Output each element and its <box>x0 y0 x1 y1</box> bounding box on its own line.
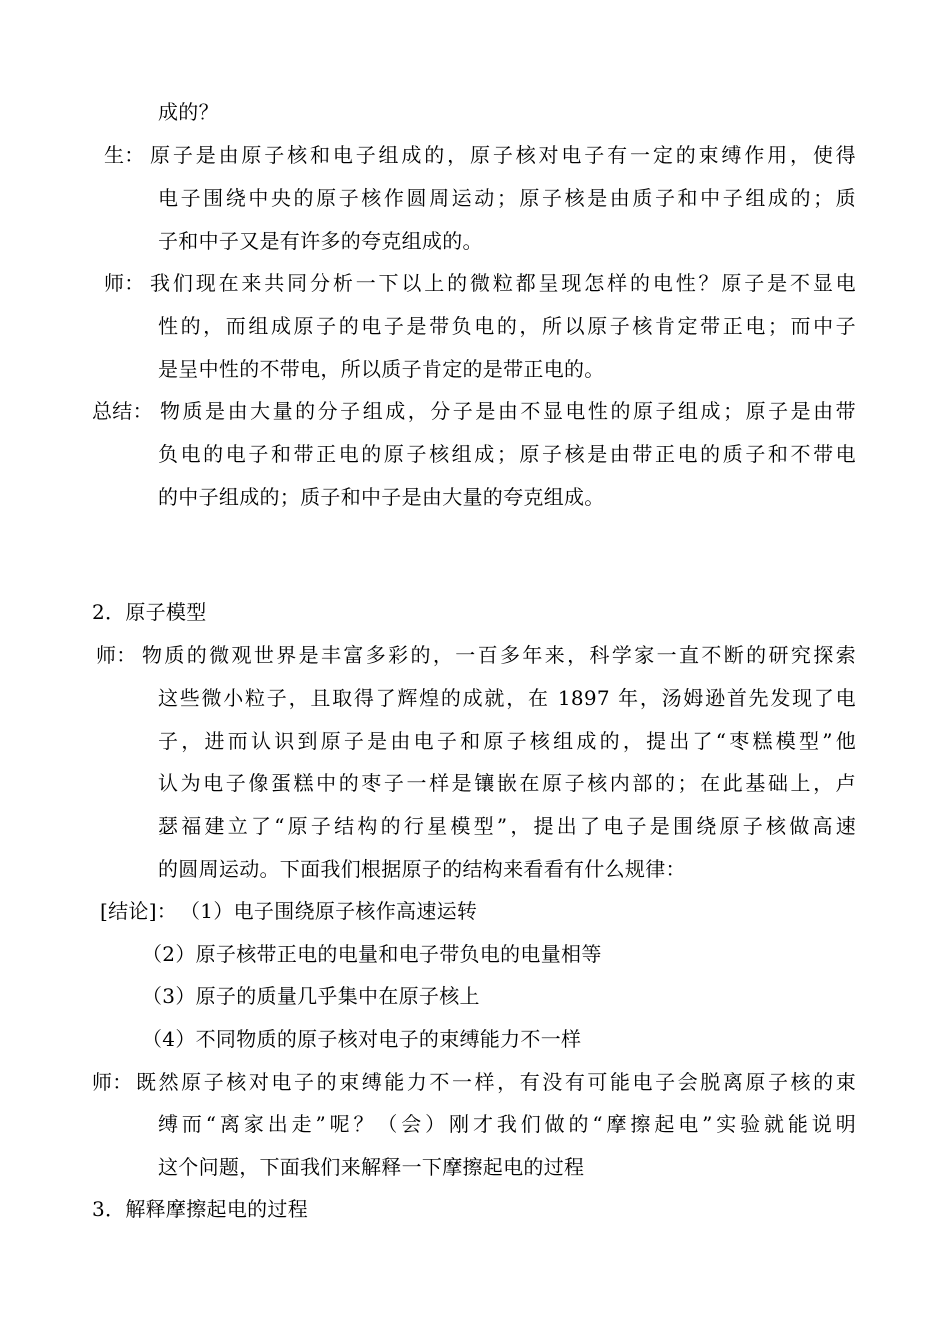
text-line: 电子围绕中央的原子核作圆周运动；原子核是由质子和中子组成的；质 <box>158 186 856 210</box>
text-line: 缚而“离家出走”呢？（会）刚才我们做的“摩擦起电”实验就能说明 <box>158 1112 856 1136</box>
text-line: 负电的电子和带正电的原子核组成；原子核是由带正电的质子和不带电 <box>158 442 856 466</box>
text-line: 瑟福建立了“原子结构的行星模型”，提出了电子是围绕原子核做高速 <box>158 814 856 838</box>
conclusion-item: （4）不同物质的原子核对电子的束缚能力不一样 <box>142 1027 582 1051</box>
conclusion-item: （3）原子的质量几乎集中在原子核上 <box>142 984 480 1008</box>
text-line: 原子是由原子核和电子组成的，原子核对电子有一定的束缚作用，使得 <box>150 143 856 167</box>
conclusion-label: [结论]： <box>100 899 178 923</box>
speaker-label: 生： <box>104 143 145 167</box>
text-line: 子和中子又是有许多的夸克组成的。 <box>158 229 483 253</box>
text-line: 的圆周运动。下面我们根据原子的结构来看看有什么规律： <box>158 857 686 881</box>
text-line: 子，进而认识到原子是由电子和原子核组成的，提出了“枣糕模型”他 <box>158 729 856 753</box>
conclusion-item: （1）电子围绕原子核作高速运转 <box>180 899 478 923</box>
text-line: 物质的微观世界是丰富多彩的，一百多年来，科学家一直不断的研究探索 <box>142 643 856 667</box>
text-line: 这个问题，下面我们来解释一下摩擦起电的过程 <box>158 1155 585 1179</box>
text-line: 性的，而组成原子的电子是带负电的，所以原子核肯定带正电；而中子 <box>158 314 856 338</box>
text-line: 物质是由大量的分子组成，分子是由不显电性的原子组成；原子是由带 <box>160 399 856 423</box>
speaker-label: 师： <box>96 643 137 667</box>
text-line: 成的？ <box>158 100 219 124</box>
text-line: 认为电子像蛋糕中的枣子一样是镶嵌在原子核内部的；在此基础上，卢 <box>158 771 856 795</box>
text-line: 我们现在来共同分析一下以上的微粒都呈现怎样的电性？原子是不显电 <box>150 271 856 295</box>
conclusion-item: （2）原子核带正电的电量和电子带负电的电量相等 <box>142 942 602 966</box>
speaker-label: 师： <box>104 271 145 295</box>
text-line: 是呈中性的不带电，所以质子肯定的是带正电的。 <box>158 357 605 381</box>
section-heading: 3．解释摩擦起电的过程 <box>92 1197 309 1221</box>
text-line: 既然原子核对电子的束缚能力不一样，有没有可能电子会脱离原子核的束 <box>136 1070 856 1094</box>
section-heading: 2．原子模型 <box>92 600 207 624</box>
text-line: 的中子组成的；质子和中子是由大量的夸克组成。 <box>158 485 605 509</box>
speaker-label: 师： <box>92 1070 133 1094</box>
text-line: 这些微小粒子，且取得了辉煌的成就，在 1897 年，汤姆逊首先发现了电 <box>158 686 856 710</box>
speaker-label: 总结： <box>92 399 153 423</box>
